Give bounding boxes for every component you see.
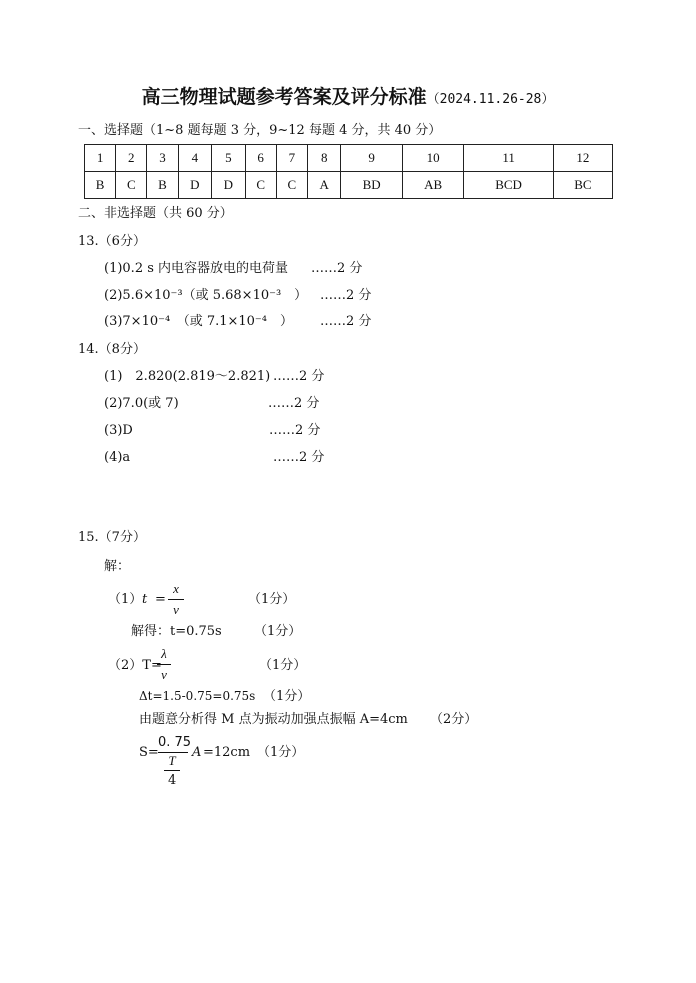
q15-step2-fraction-bar: [157, 664, 171, 665]
q14-line2-score: ……2 分: [268, 396, 320, 411]
answer-cell: BCD: [464, 172, 553, 199]
q15-step4: 由题意分析得 M 点为振动加强点振幅 A=4cm: [139, 712, 408, 727]
question-number-cell: 2: [116, 145, 147, 172]
answer-cell: B: [147, 172, 178, 199]
title-main: 高三物理试题参考答案及评分标准: [141, 86, 427, 108]
page-title: [0, 86, 696, 109]
question-number-cell: 1: [85, 145, 116, 172]
q15-step1-equals: =: [155, 592, 166, 607]
q15-step5-prefix: S=: [139, 745, 159, 760]
answer-cell: D: [212, 172, 246, 199]
answer-table-answer-row: [85, 172, 613, 199]
q15-step2-score: （1分）: [259, 658, 307, 673]
answer-table-number-row: [85, 145, 613, 172]
question-number-cell: 4: [178, 145, 212, 172]
question-number-cell: 12: [553, 145, 612, 172]
question-number-cell: 8: [307, 145, 341, 172]
q15-step5-denominator-numerator: T: [168, 753, 176, 768]
q14-line1-score: ……2 分: [273, 369, 325, 384]
q15-step3-score: （1分）: [263, 689, 311, 704]
q15-step5-score: （1分）: [257, 745, 305, 760]
question-number-cell: 10: [402, 145, 463, 172]
q14-line3-score: ……2 分: [269, 423, 321, 438]
q14-header: 14.（8分）: [78, 342, 146, 357]
q13-line2-text: (2)5.6×10⁻³（或 5.68×10⁻³ ）: [104, 288, 308, 303]
q15-step4-score: （2分）: [430, 712, 478, 727]
q13-line1-text: (1)0.2 s 内电容器放电的电荷量: [104, 261, 289, 276]
q15-step1-result-score: （1分）: [254, 624, 302, 639]
question-number-cell: 11: [464, 145, 553, 172]
question-number-cell: 7: [276, 145, 307, 172]
answer-table: [84, 144, 613, 199]
q14-line1-text: (1) 2.820(2.819～2.821): [104, 369, 271, 384]
q15-step5-result: =12cm: [203, 745, 251, 760]
q15-step3: Δt=1.5-0.75=0.75s: [139, 689, 256, 703]
q15-step1-prefix: （1）: [108, 592, 143, 607]
q13-line3-text: (3)7×10⁻⁴ （或 7.1×10⁻⁴ ）: [104, 314, 294, 329]
q13-line1-score: ……2 分: [311, 261, 363, 276]
question-number-cell: 9: [341, 145, 402, 172]
q15-step1-numerator: x: [173, 581, 179, 596]
question-number-cell: 6: [245, 145, 276, 172]
q14-line2-text: (2)7.0(或 7): [104, 396, 179, 411]
question-number-cell: 5: [212, 145, 246, 172]
q15-step5-variable: A: [192, 745, 202, 760]
answer-cell: C: [276, 172, 307, 199]
answer-cell: C: [116, 172, 147, 199]
answer-cell: B: [85, 172, 116, 199]
q14-line4-text: (4)a: [104, 450, 131, 465]
q15-step5-numerator: 0. 75: [158, 735, 192, 750]
question-number-cell: 3: [147, 145, 178, 172]
q15-step5-denominator-denominator: 4: [168, 773, 177, 788]
section2-heading: 二、非选择题（共 60 分）: [78, 206, 233, 221]
q15-step2-denominator: v: [161, 667, 167, 682]
q15-step1-variable: t: [142, 592, 148, 607]
q15-step1-result: 解得：t=0.75s: [131, 624, 222, 639]
answer-cell: BC: [553, 172, 612, 199]
q15-step2-numerator: λ: [161, 646, 167, 661]
q13-header: 13.（6分）: [78, 234, 146, 249]
answer-cell: C: [245, 172, 276, 199]
q14-line3-text: (3)D: [104, 423, 133, 438]
q15-step5-inner-fraction-bar: [164, 770, 180, 771]
q15-step1-denominator: v: [173, 602, 179, 617]
q15-step1-fraction-bar: [168, 599, 184, 600]
answer-cell: A: [307, 172, 341, 199]
answer-cell: D: [178, 172, 212, 199]
q15-solve-label: 解：: [104, 559, 131, 574]
q15-header: 15.（7分）: [78, 530, 146, 545]
q14-line4-score: ……2 分: [273, 450, 325, 465]
title-date: （2024.11.26-28）: [426, 92, 555, 107]
q15-step2-prefix: （2）T=: [108, 658, 162, 673]
answer-cell: AB: [402, 172, 463, 199]
section1-heading: 一、选择题（1~8 题每题 3 分，9~12 每题 4 分，共 40 分）: [78, 123, 442, 138]
q15-step1-score: （1分）: [248, 592, 296, 607]
q13-line2-score: ……2 分: [320, 288, 372, 303]
q13-line3-score: ……2 分: [320, 314, 372, 329]
answer-cell: BD: [341, 172, 402, 199]
